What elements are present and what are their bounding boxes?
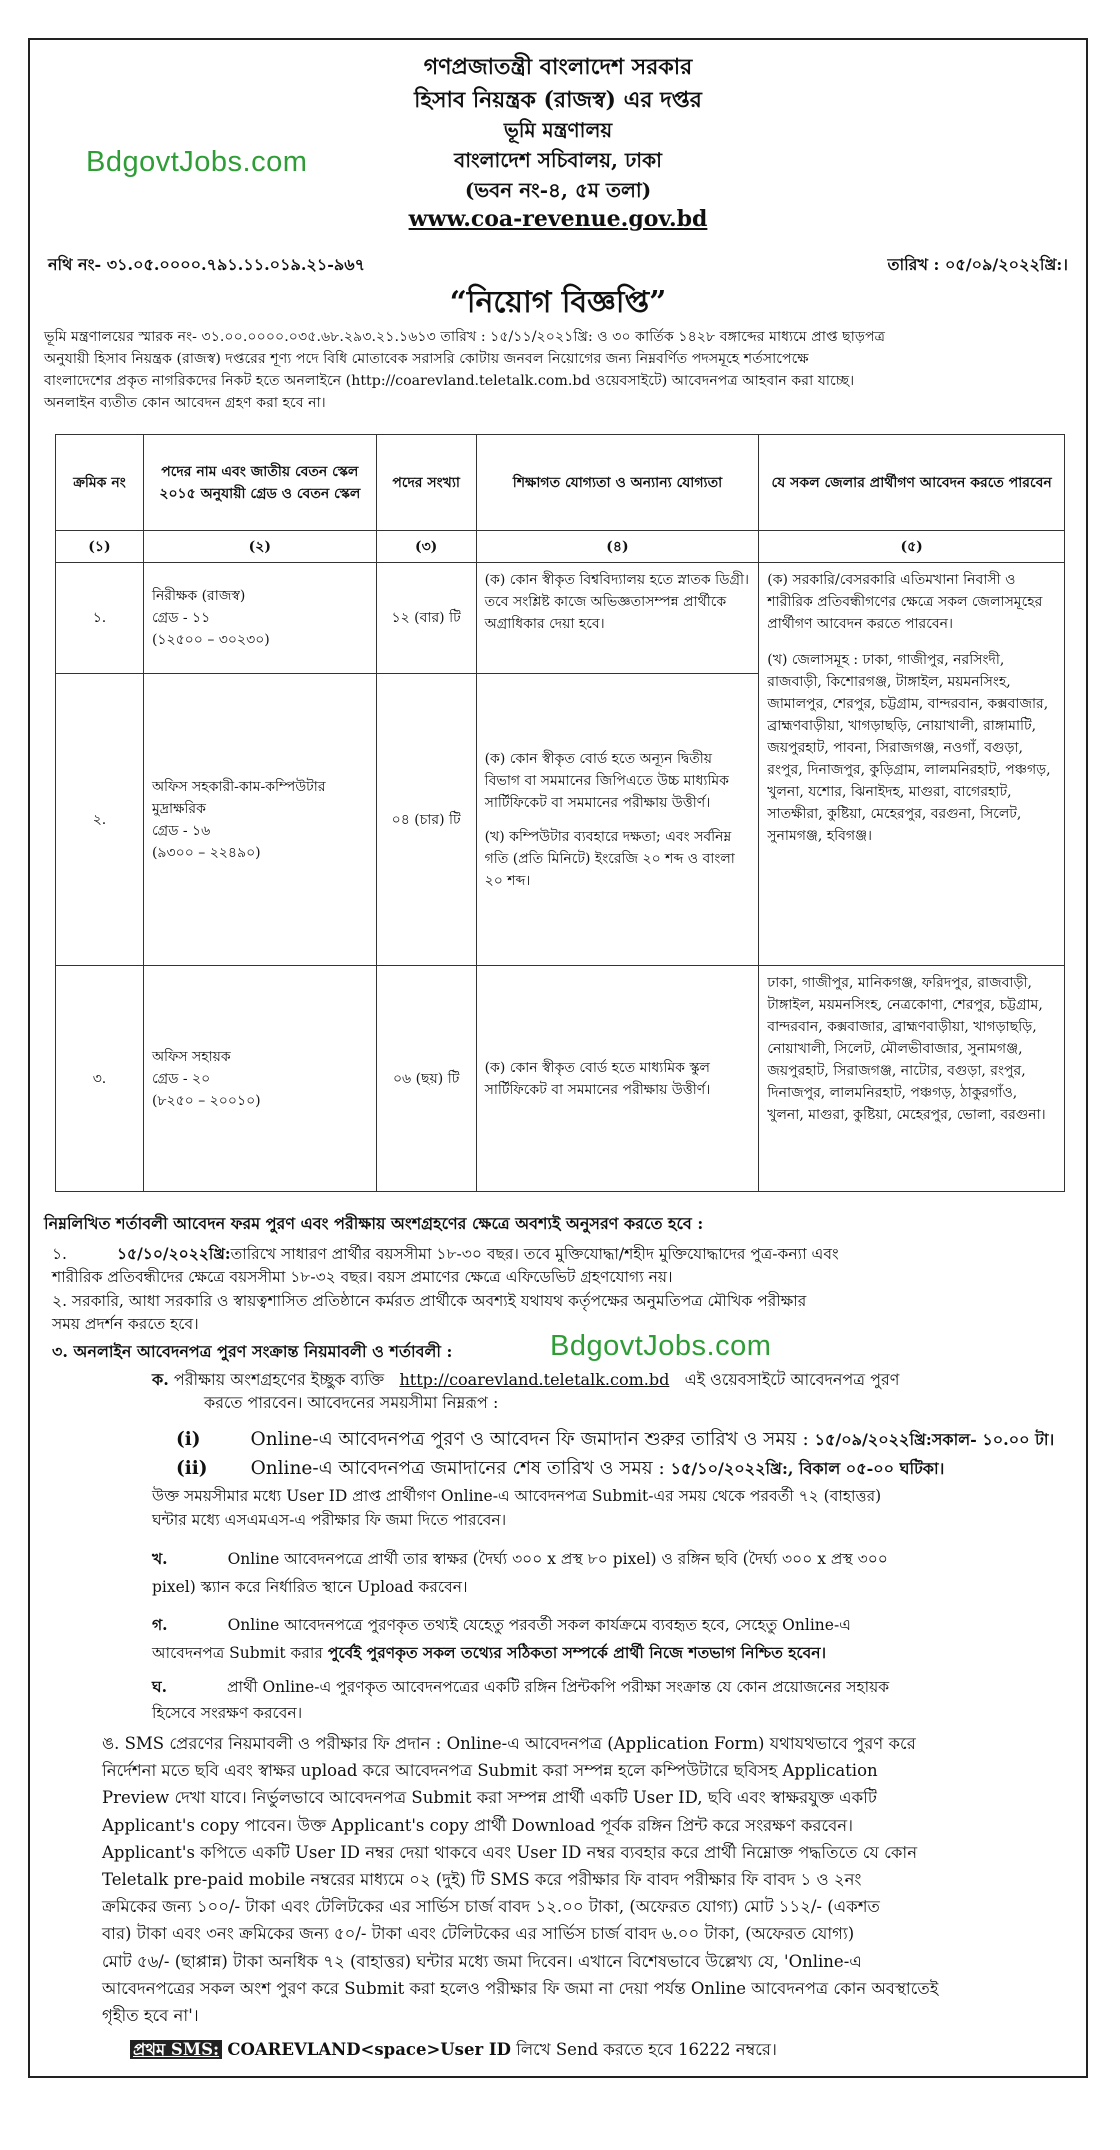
header-districts: যে সকল জেলার প্রার্থীগণ আবেদন করতে পারবেন [759, 435, 1065, 531]
row-count: ০৪ (চার) টি [376, 674, 476, 966]
schedule-end: (ii) Online-এ আবেদনপত্র জমাদানের শেষ তারিখ ও সময় : ১৫/১০/২০২২খ্রি:, বিকাল ০৫-০০ ঘটিকা। [176, 1458, 945, 1479]
header-government: গণপ্রজাতন্ত্রী বাংলাদেশ সরকার [423, 54, 693, 80]
condition-ka: ক. পরীক্ষায় অংশগ্রহণের ইচ্ছুক ব্যক্তি http://coarevland.teletalk.com.bd এই ওয়েবসাইটে আবেদনপত্র পুরণ করতে পারবেন। আবেদনের সময়সীমা নিম্নরূপ : [152, 1370, 900, 1412]
circular-date: তারিখ : ০৫/০৯/২০২২খ্রি:। [887, 255, 1068, 274]
table-colnum-row [56, 531, 1065, 563]
row-districts: ঢাকা, গাজীপুর, মানিকগঞ্জ, ফরিদপুর, রাজবাড়ী, টাঙ্গাইল, ময়মনসিংহ, নেত্রকোণা, শেরপুর, চট্টগ্রাম, বান্দরবান, কক্সবাজার, ব্রাহ্মণবাড়ীয়া, খাগড়াছড়ি, নোয়াখালী, সিলেট, মৌলভীবাজার, সুনামগঞ্জ, জয়পুরহাট, সিরাজগঞ্জ, নাটোর, বগুড়া, রংপুর, দিনাজপুর, লালমনিরহাট, পঞ্চগড়, ঠাকুরগাঁও, খুলনা, মাগুরা, কুষ্টিয়া, মেহেরপুর, ভোলা, বরগুনা। [759, 966, 1065, 1192]
schedule-start: (i) Online-এ আবেদনপত্র পুরণ ও আবেদন ফি জমাদান শুরুর তারিখ ও সময় : ১৫/০৯/২০২২খ্রি:সকাল- ১০.০০ টা। [176, 1429, 1055, 1450]
watermark-middle: BdgovtJobs.com [550, 1330, 772, 1362]
condition-2: ২. সরকারি, আধা সরকারি ও স্বায়ত্বশাসিত প্রতিষ্ঠানে কর্মরত প্রার্থীকে অবশ্যই যথাযথ কর্তৃপক্ষের অনুমতিপত্র মৌখিক পরীক্ষার সময় প্রদর্শন করতে হবে। [52, 1292, 807, 1333]
condition-ga: গ. Online আবেদনপত্রে পুরণকৃত তথ্যই যেহেতু পরবর্তী সকল কার্যক্রমে ব্যবহৃত হবে, সেহেতু Online-এ আবেদনপত্র Submit করার পুর্বেই পুরণকৃত সকল তথ্যের সঠিকতা সম্পর্কে প্রার্থী নিজে শতভাগ নিশ্চিত হবেন। [152, 1615, 851, 1662]
row-count: ১২ (বার) টি [376, 563, 476, 674]
memo-number: নথি নং- ৩১.০৫.০০০০.৭৯১.১১.০১৯.২১-৯৬৭ [48, 255, 366, 274]
header-qualification: শিক্ষাগত যোগ্যতা ও অন্যান্য যোগ্যতা [476, 435, 759, 531]
job-circular-page [28, 38, 1088, 2078]
row-serial: ১. [56, 563, 144, 674]
colnum: (২) [143, 531, 376, 563]
header-ministry: ভূমি মন্ত্রণালয় [503, 118, 613, 142]
colnum: (১) [56, 531, 144, 563]
condition-1: ১. ১৫/১০/২০২২খ্রি:তারিখে সাধারণ প্রার্থীর বয়সসীমা ১৮-৩০ বছর। তবে মুক্তিযোদ্ধা/শহীদ মুক্তিযোদ্ধাদের পুত্র-কন্যা এবং শারীরিক প্রতিবন্ধীদের ক্ষেত্রে বয়সসীমা ১৮-৩২ বছর। বয়স প্রমাণের ক্ষেত্রে এফিডেভিট গ্রহণযোগ্য নয়। [52, 1244, 839, 1286]
condition-3-heading: ৩. অনলাইন আবেদনপত্র পুরণ সংক্রান্ত নিয়মাবলী ও শর্তাবলী : [52, 1342, 453, 1361]
posts-table [55, 434, 1065, 1192]
conditions-heading: নিম্নলিখিত শর্তাবলী আবেদন ফরম পুরণ এবং পরীক্ষায় অংশগ্রহণের ক্ষেত্রে অবশ্যই অনুসরণ করতে হবে : [44, 1214, 704, 1233]
header-secretariat: বাংলাদেশ সচিবালয়, ঢাকা [454, 148, 662, 172]
colnum: (৪) [476, 531, 759, 563]
userid-paragraph: উক্ত সময়সীমার মধ্যে User ID প্রাপ্ত প্রার্থীগণ Online-এ আবেদনপত্র Submit-এর সময় থেকে পরবর্তী ৭২ (বাহাত্তর) ঘন্টার মধ্যে এসএমএস-এ পরীক্ষার ফি জমা দিতে পারবেন। [152, 1487, 882, 1529]
row-count: ০৬ (ছয়) টি [376, 966, 476, 1192]
teletalk-link[interactable]: http://coarevland.teletalk.com.bd [399, 1370, 670, 1389]
row-post: অফিস সহকারী-কাম-কম্পিউটার মুদ্রাক্ষরিক গ্রেড - ১৬ (৯৩০০ – ২২৪৯০) [143, 674, 376, 966]
colnum: (৩) [376, 531, 476, 563]
header-count: পদের সংখ্যা [376, 435, 476, 531]
row-serial: ৩. [56, 966, 144, 1192]
condition-gha: ঘ. প্রার্থী Online-এ পুরণকৃত আবেদনপত্রের একটি রঙ্গিন প্রিন্টকপি পরীক্ষা সংক্রান্ত যে কোন প্রয়োজনের সহায়ক হিসেবে সংরক্ষণ করবেন। [152, 1677, 890, 1722]
row-districts-shared: (ক) সরকারি/বেসরকারি এতিমখানা নিবাসী ও শারীরিক প্রতিবন্ধীগণের ক্ষেত্রে সকল জেলাসমূহের প্রার্থীগণ আবেদন করতে পারবেন। (খ) জেলাসমূহ : ঢাকা, গাজীপুর, নরসিংদী, রাজবাড়ী, কিশোরগঞ্জ, টাঙ্গাইল, ময়মনসিংহ, জামালপুর, শেরপুর, চট্টগ্রাম, বান্দরবান, কক্সবাজার, ব্রাহ্মণবাড়ীয়া, খাগড়াছড়ি, নোয়াখালী, রাঙ্গামাটি, জয়পুরহাট, পাবনা, সিরাজগঞ্জ, নওগাঁ, বগুড়া, রংপুর, দিনাজপুর, কুড়িগ্রাম, লালমনিরহাট, পঞ্চগড়, খুলনা, যশোর, ঝিনাইদহ, মাগুরা, বাগেরহাট, সাতক্ষীরা, কুষ্টিয়া, মেহেরপুর, বরগুনা, সিলেট, সুনামগঞ্জ, হবিগঞ্জ। [759, 563, 1065, 966]
intro-paragraph [44, 326, 1074, 414]
circular-title: “নিয়োগ বিজ্ঞপ্তি” [449, 285, 667, 320]
first-sms-label: প্রথম SMS: [130, 2040, 222, 2059]
table-header-row [56, 435, 1065, 531]
row-serial: ২. [56, 674, 144, 966]
row-qualification: (ক) কোন স্বীকৃত বোর্ড হতে মাধ্যমিক স্কুল সার্টিফিকেট বা সমমানের পরীক্ষায় উত্তীর্ণ। [476, 966, 759, 1192]
condition-kha: খ. Online আবেদনপত্রে প্রার্থী তার স্বাক্ষর (দৈর্ঘ্য ৩০০ x প্রস্থ ৮০ pixel) ও রঙ্গিন ছবি (দৈর্ঘ্য ৩০০ x প্রস্থ ৩০০ pixel) স্ক্যান করে নির্ধারিত স্থানে Upload করবেন। [152, 1549, 888, 1596]
header-post: পদের নাম এবং জাতীয় বেতন স্কেল ২০১৫ অনুযায়ী গ্রেড ও বেতন স্কেল [143, 435, 376, 531]
intro-line: অনলাইন ব্যতীত কোন আবেদন গ্রহণ করা হবে না। [44, 395, 326, 411]
row-post: অফিস সহায়ক গ্রেড - ২০ (৮২৫০ – ২০০১০) [143, 966, 376, 1192]
table-row [56, 563, 1065, 674]
colnum: (৫) [759, 531, 1065, 563]
header-website-link[interactable]: www.coa-revenue.gov.bd [408, 206, 708, 232]
row-qualification: (ক) কোন স্বীকৃত বোর্ড হতে অন্যূন দ্বিতীয় বিভাগ বা সমমানের জিপিএতে উচ্চ মাধ্যমিক সার্টিফিকেট বা সমমানের পরীক্ষায় উত্তীর্ণ। (খ) কম্পিউটার ব্যবহারে দক্ষতা; এবং সর্বনিম্ন গতি (প্রতি মিনিটে) ইংরেজি ২০ শব্দ ও বাংলা ২০ শব্দ। [476, 674, 759, 966]
first-sms-instruction: প্রথম SMS: COAREVLAND<space>User ID লিখে Send করতে হবে 16222 নম্বরে। [130, 2038, 777, 2061]
header-serial: ক্রমিক নং [56, 435, 144, 531]
table-row [56, 966, 1065, 1192]
intro-line: বাংলাদেশের প্রকৃত নাগরিকদের নিকট হতে অনলাইনে (http://coarevland.teletalk.com.bd ওয়েবসাইটে) আবেদনপত্র আহবান করা যাচ্ছে। [44, 373, 855, 389]
header-building: (ভবন নং-৪, ৫ম তলা) [464, 178, 652, 202]
header-office: হিসাব নিয়ন্ত্রক (রাজস্ব) এর দপ্তর [414, 87, 702, 113]
intro-line: অনুযায়ী হিসাব নিয়ন্ত্রক (রাজস্ব) দপ্তরের শূণ্য পদে বিধি মোতাবেক সরাসরি কোটায় জনবল নিয়োগের জন্য নিম্নবর্ণিত পদসমূহে শর্তসাপেক্ষে [44, 351, 809, 367]
watermark-top: BdgovtJobs.com [86, 146, 308, 178]
intro-line: ভূমি মন্ত্রণালয়ের স্মারক নং- ৩১.০০.০০০০.০৩৫.৬৮.২৯৩.২১.১৬১৩ তারিখ : ১৫/১১/২০২১খ্রি: ও ৩০ কার্তিক ১৪২৮ বঙ্গাব্দের মাধ্যমে প্রাপ্ত ছাড়পত্র [44, 329, 886, 345]
row-post: নিরীক্ষক (রাজস্ব) গ্রেড - ১১ (১২৫০০ – ৩০২৩০) [143, 563, 376, 674]
row-qualification: (ক) কোন স্বীকৃত বিশ্ববিদ্যালয় হতে স্নাতক ডিগ্রী। তবে সংশ্লিষ্ট কাজে অভিজ্ঞতাসম্পন্ন প্রার্থীকে অগ্রাধিকার দেয়া হবে। [476, 563, 759, 674]
sms-fee-paragraph: ঙ. SMS প্রেরণের নিয়মাবলী ও পরীক্ষার ফি প্রদান : Online-এ আবেদনপত্র (Application Form) যথাযথভাবে পুরণ করে নির্দেশনা মতে ছবি এবং স্বাক্ষর upload করে আবেদনপত্র Submit করা সম্পন্ন হলে কম্পিউটারে ছবিসহ Application Preview দেখা যাবে। নির্ভুলভাবে আবেদনপত্র Submit করা সম্পন্ন প্রার্থী একটি User ID, ছবি এবং স্বাক্ষরযুক্ত একটি Applicant's copy পাবেন। উক্ত Applicant's copy প্রার্থী Download পূর্বক রঙ্গিন প্রিন্ট করে সংরক্ষণ করবেন। Applicant's কপিতে একটি User ID নম্বর দেয়া থাকবে এবং User ID নম্বর ব্যবহার করে প্রার্থী নিম্নোক্ত পদ্ধতিতে যে কোন Teletalk pre-paid mobile নম্বরের মাধ্যমে ০২ (দুই) টি SMS করে পরীক্ষার ফি বাবদ পরীক্ষার ফি বাবদ ১ ও ২নং ক্রমিকের জন্য ১০০/- টাকা এবং টেলিটকের এর সার্ভিস চার্জ বাবদ ১২.০০ টাকা, (অফেরত যোগ্য) মোট ১১২/- (একশত বার) টাকা এবং ৩নং ক্রমিকের জন্য ৫০/- টাকা এবং টেলিটকের এর সার্ভিস চার্জ বাবদ ৬.০০ টাকা, (অফেরত যোগ্য) মোট ৫৬/- (ছাপ্পান্ন) টাকা অনধিক ৭২ (বাহাত্তর) ঘন্টার মধ্যে জমা দিবেন। এখানে বিশেষভাবে উল্লেখ্য যে, 'Online-এ আবেদনপত্রের সকল অংশ পুরণ করে Submit করা হলেও পরীক্ষার ফি জমা না দেয়া পর্যন্ত Online আবেদনপত্র কোন অবস্থাতেই গৃহীত হবে না'। [102, 1734, 939, 2026]
